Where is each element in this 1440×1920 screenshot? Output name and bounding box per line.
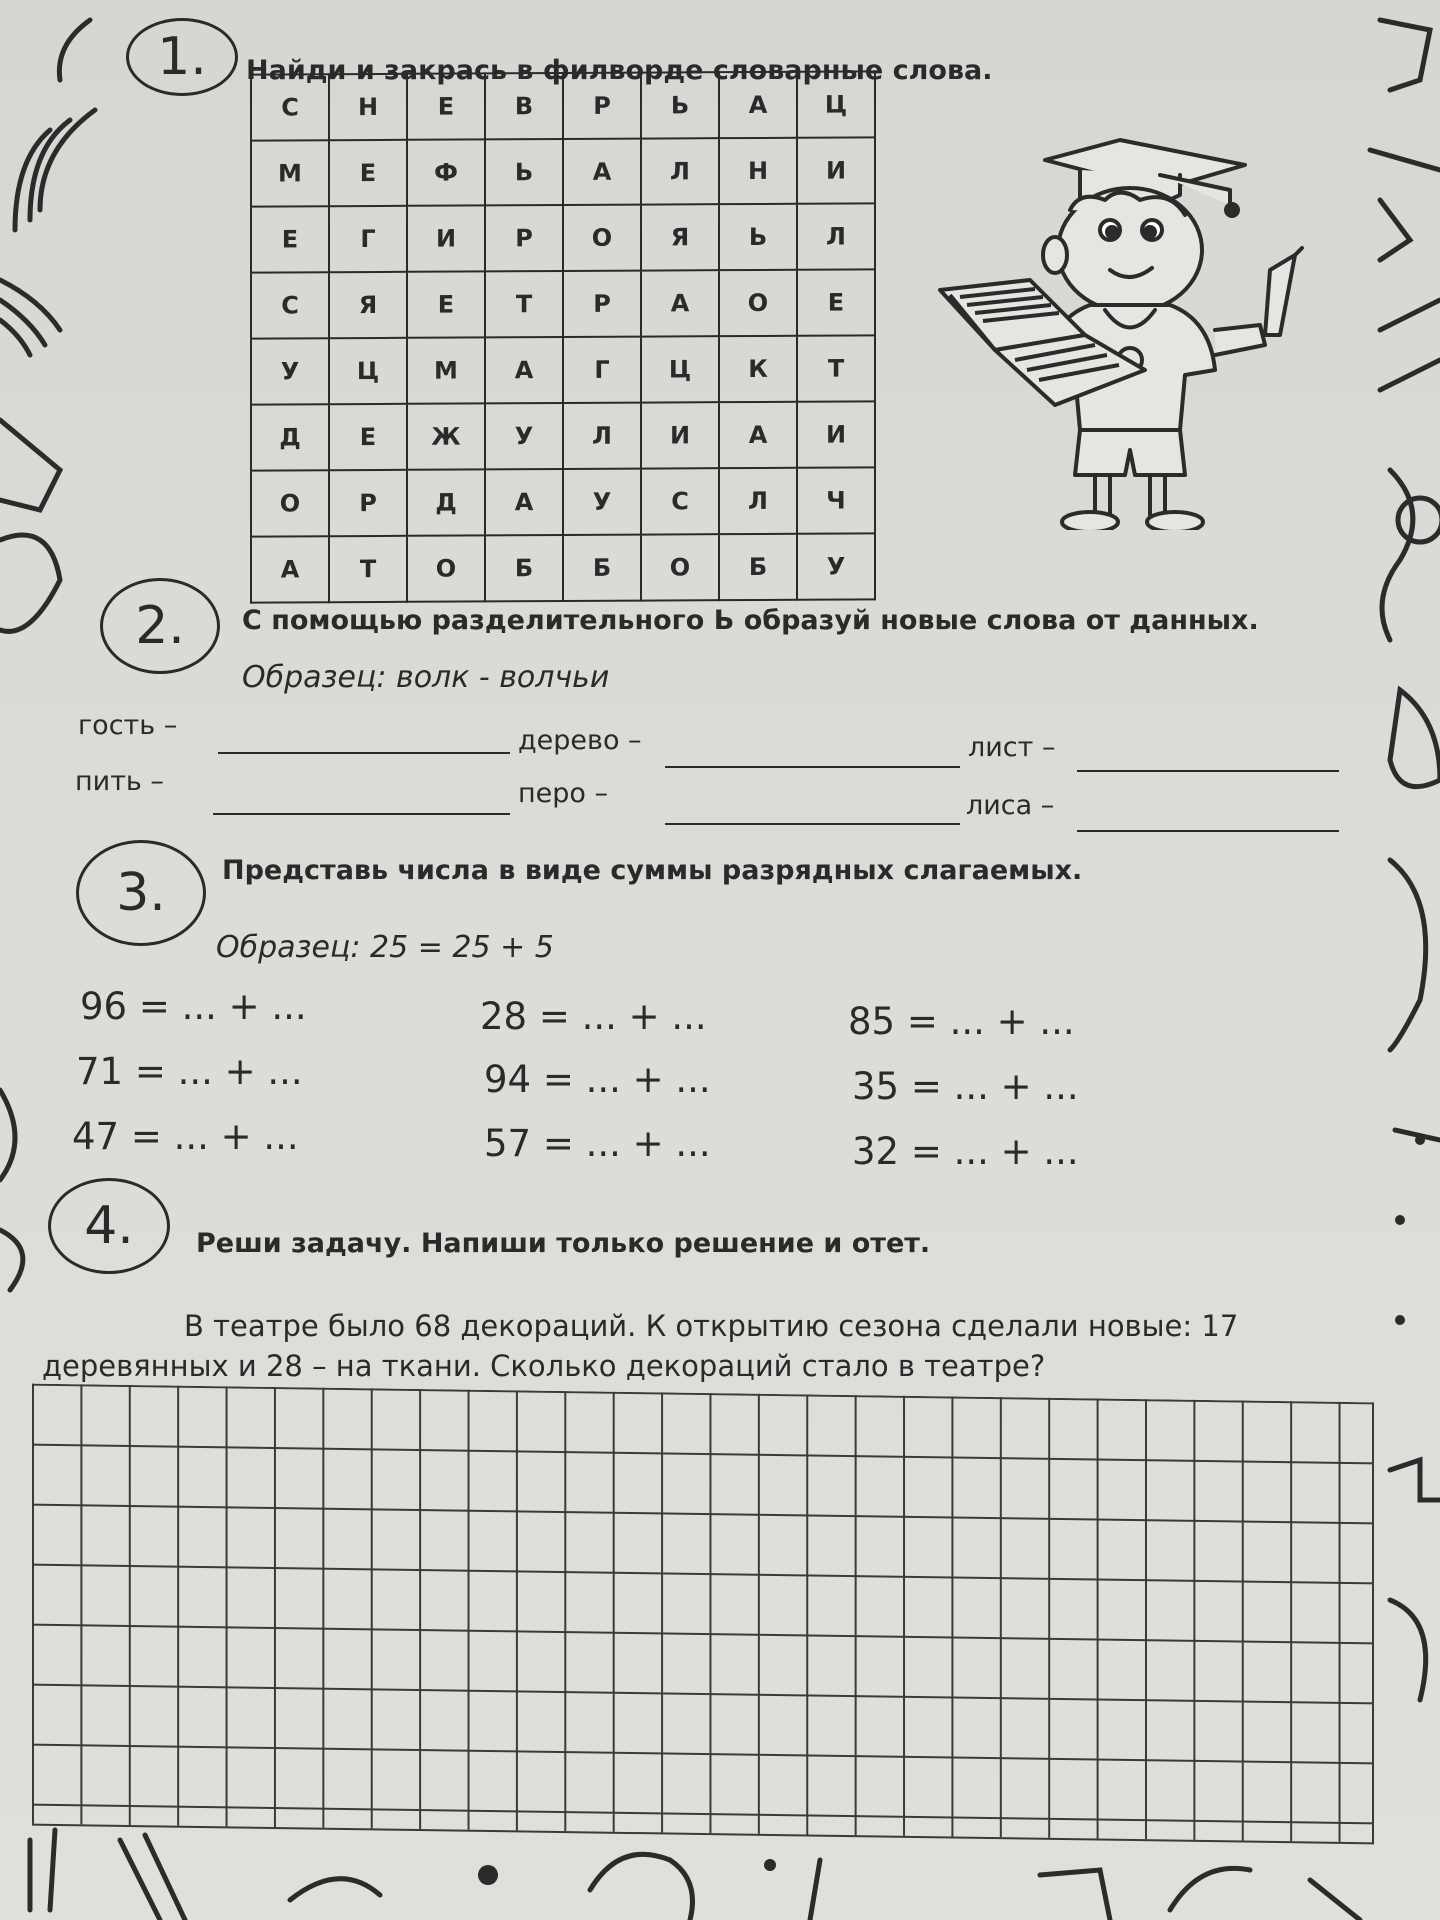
grid-cell[interactable]: О xyxy=(407,535,485,601)
grid-cell[interactable]: А xyxy=(641,270,719,336)
word-pero: перо – xyxy=(518,778,609,809)
answer-line-gost[interactable] xyxy=(218,752,510,754)
expression: 57 = ... + ... xyxy=(484,1122,711,1165)
grid-cell[interactable]: Р xyxy=(563,73,641,139)
task1-number-circle xyxy=(126,18,238,96)
grid-row xyxy=(251,401,875,470)
task4-problem-line2: деревянных и 28 – на ткани. Сколько декораций стало в театре? xyxy=(42,1349,1046,1383)
grid-row xyxy=(251,533,875,602)
grid-cell[interactable]: Я xyxy=(641,204,719,270)
grid-cell[interactable]: Е xyxy=(407,271,485,337)
grid-cell[interactable]: Л xyxy=(563,403,641,469)
grid-cell[interactable]: Е xyxy=(407,73,485,139)
grid-cell[interactable]: Ь xyxy=(485,139,563,205)
grid-cell[interactable]: Т xyxy=(797,335,875,401)
word-search-grid xyxy=(250,70,876,603)
grid-cell[interactable]: Е xyxy=(797,269,875,335)
grid-cell[interactable]: И xyxy=(641,402,719,468)
grid-cell[interactable]: Л xyxy=(797,203,875,269)
grid-cell[interactable]: А xyxy=(719,72,797,138)
grid-cell[interactable]: Г xyxy=(329,206,407,272)
grid-cell[interactable]: О xyxy=(641,534,719,600)
expression: 71 = ... + ... xyxy=(76,1050,303,1093)
word-list: лист – xyxy=(968,732,1056,763)
grid-cell[interactable]: У xyxy=(563,469,641,535)
grid-cell[interactable]: Ч xyxy=(797,467,875,533)
task3-title: Представь числа в виде суммы разрядных слагаемых. xyxy=(222,855,1083,886)
grid-cell[interactable]: А xyxy=(719,402,797,468)
grid-cell[interactable]: Г xyxy=(563,337,641,403)
word-derevo: дерево – xyxy=(518,725,642,756)
grid-cell[interactable]: Л xyxy=(719,468,797,534)
word-lisa: лиса – xyxy=(966,790,1055,821)
grid-row xyxy=(251,71,875,140)
grid-cell[interactable]: И xyxy=(407,205,485,271)
grid-cell[interactable]: В xyxy=(485,73,563,139)
grid-cell[interactable]: У xyxy=(251,338,329,404)
word-gost: гость – xyxy=(78,710,178,741)
grid-cell[interactable]: Н xyxy=(719,138,797,204)
answer-line-list[interactable] xyxy=(1077,770,1339,772)
word-pit: пить – xyxy=(75,766,164,797)
expression: 28 = ... + ... xyxy=(480,995,707,1038)
grid-cell[interactable]: Ф xyxy=(407,139,485,205)
grid-row xyxy=(251,335,875,404)
task2-sample: Образец: волк - волчьи xyxy=(242,660,610,695)
answer-grid-area[interactable] xyxy=(32,1384,1374,1845)
task2-number: 2. xyxy=(135,596,185,656)
grid-row xyxy=(251,467,875,536)
grid-cell[interactable]: Т xyxy=(485,271,563,337)
grid-cell[interactable]: А xyxy=(251,536,329,602)
answer-line-pero[interactable] xyxy=(665,823,960,825)
grid-cell[interactable]: Ц xyxy=(641,336,719,402)
expression: 85 = ... + ... xyxy=(848,1000,1075,1043)
open-book-illustration xyxy=(935,275,1155,415)
grid-cell[interactable]: О xyxy=(563,205,641,271)
grid-cell[interactable]: Е xyxy=(329,404,407,470)
grid-cell[interactable]: С xyxy=(251,74,329,140)
expression: 47 = ... + ... xyxy=(72,1115,299,1158)
grid-cell[interactable]: Ц xyxy=(329,338,407,404)
expression: 96 = ... + ... xyxy=(80,985,307,1028)
grid-cell[interactable]: И xyxy=(797,401,875,467)
grid-cell[interactable]: М xyxy=(407,337,485,403)
grid-cell[interactable]: А xyxy=(485,337,563,403)
grid-cell[interactable]: Б xyxy=(563,535,641,601)
task3-sample: Образец: 25 = 25 + 5 xyxy=(216,930,554,965)
grid-cell[interactable]: М xyxy=(251,140,329,206)
expression: 32 = ... + ... xyxy=(852,1130,1079,1173)
task4-problem-line1: В театре было 68 декораций. К открытию сезона сделали новые: 17 xyxy=(184,1309,1239,1343)
grid-cell[interactable]: Ь xyxy=(719,204,797,270)
grid-cell[interactable]: У xyxy=(797,533,875,599)
grid-cell[interactable]: У xyxy=(485,403,563,469)
grid-row xyxy=(251,269,875,338)
grid-cell[interactable]: С xyxy=(251,272,329,338)
grid-cell[interactable]: Т xyxy=(329,536,407,602)
grid-cell[interactable]: Р xyxy=(329,470,407,536)
grid-cell[interactable]: О xyxy=(719,270,797,336)
grid-row xyxy=(251,203,875,272)
task3-number: 3. xyxy=(116,863,166,923)
grid-cell[interactable]: Р xyxy=(485,205,563,271)
grid-cell[interactable]: Е xyxy=(329,140,407,206)
task3-number-circle xyxy=(76,840,206,946)
answer-line-pit[interactable] xyxy=(213,813,510,815)
grid-cell[interactable]: Е xyxy=(251,206,329,272)
grid-cell[interactable]: С xyxy=(641,468,719,534)
grid-cell[interactable]: Б xyxy=(719,534,797,600)
grid-cell[interactable]: Д xyxy=(407,469,485,535)
expression: 94 = ... + ... xyxy=(484,1058,711,1101)
task2-title: С помощью разделительного Ь образуй новые слова от данных. xyxy=(242,605,1259,636)
grid-cell[interactable]: Р xyxy=(563,271,641,337)
grid-cell[interactable]: Ь xyxy=(641,72,719,138)
task2-number-circle xyxy=(100,578,220,674)
answer-line-lisa[interactable] xyxy=(1077,830,1339,832)
grid-cell[interactable]: К xyxy=(719,336,797,402)
grid-cell[interactable]: И xyxy=(797,137,875,203)
grid-cell[interactable]: Я xyxy=(329,272,407,338)
grid-cell[interactable]: О xyxy=(251,470,329,536)
grid-row xyxy=(251,137,875,206)
task1-number: 1. xyxy=(157,27,207,87)
answer-line-derevo[interactable] xyxy=(665,766,960,768)
task4-number: 4. xyxy=(84,1196,134,1256)
grid-cell[interactable]: Д xyxy=(251,404,329,470)
expression: 35 = ... + ... xyxy=(852,1065,1079,1108)
grid-cell[interactable]: Ц xyxy=(797,71,875,137)
grid-cell[interactable]: Н xyxy=(329,74,407,140)
grid-cell[interactable]: Б xyxy=(485,535,563,601)
task1-title: Найди и закрась в филворде словарные слова. xyxy=(246,55,993,86)
task4-number-circle xyxy=(48,1178,170,1274)
grid-cell[interactable]: А xyxy=(485,469,563,535)
grid-cell[interactable]: Ж xyxy=(407,403,485,469)
grid-cell[interactable]: Л xyxy=(641,138,719,204)
task4-title: Реши задачу. Напиши только решение и отет. xyxy=(196,1228,931,1259)
grid-cell[interactable]: А xyxy=(563,139,641,205)
